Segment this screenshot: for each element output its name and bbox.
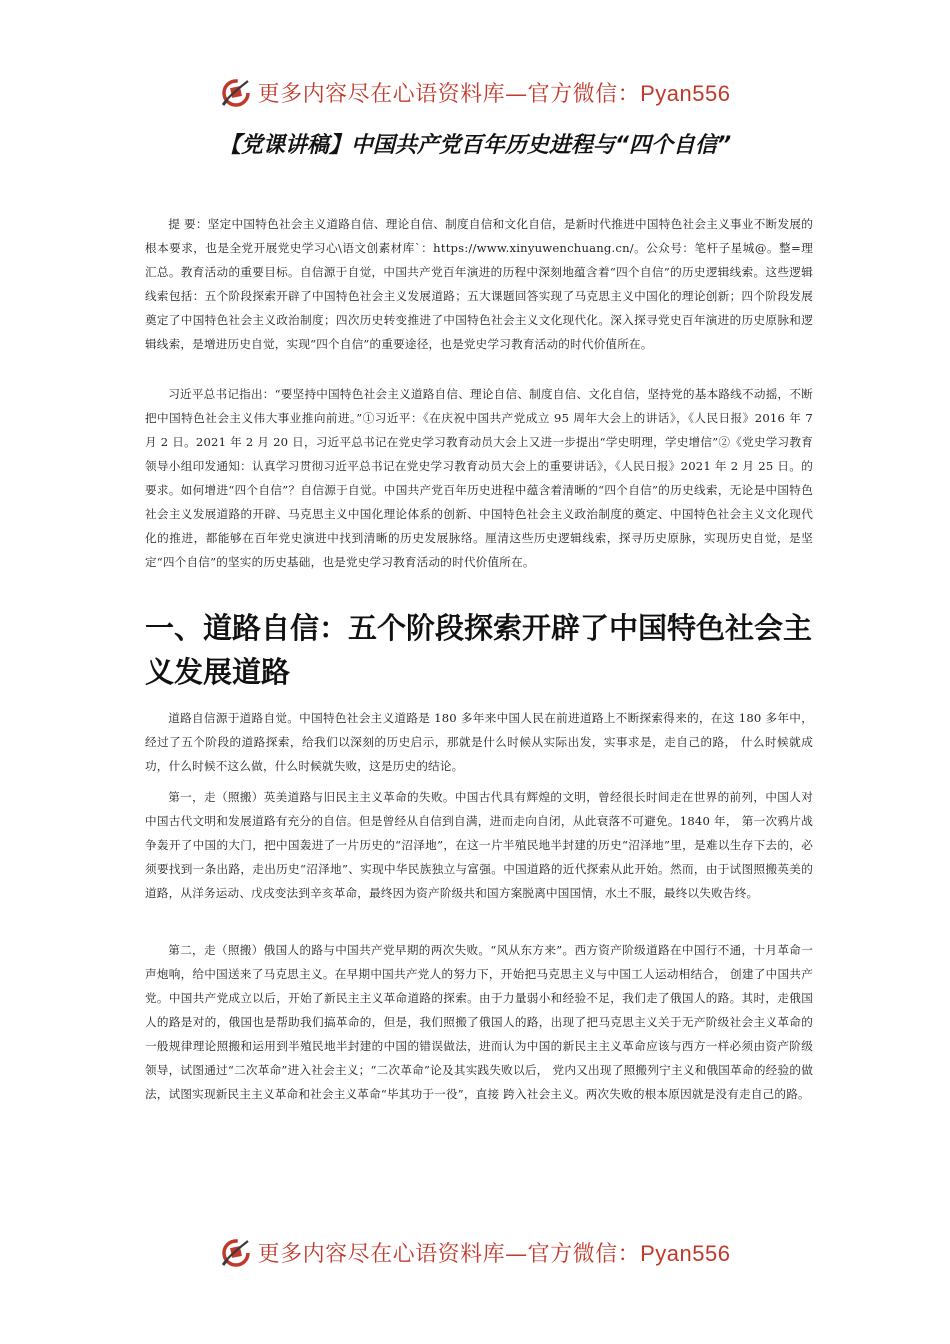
watermark-wechat-id: Pyan556 — [640, 80, 731, 106]
document-title: 【党课讲稿】中国共产党百年历史进程与“四个自信” — [218, 133, 732, 158]
intro-paragraph: 习近平总书记指出：“要坚持中国特色社会主义道路自信、理论自信、制度自信、文化自信，坚持党的基本路线不动摇，不断把中国特色社会主义伟大事业推向前进。”①习近平：《在庆祝中国共产党成立 95 周年大会上的讲话》，《人民日报》2016 年 7 月 2 日。2021 年 2 月 20 日，习近平总书记在党史学习教育动员大会上又进一步提出“学史明理，学史增信”②《党史学习教育领导小组印发通知：认真学习贯彻习近平总书记在党史学习教育动员大会上的重要讲话》，《人民日报》2021 年 2 月 25 日。的要求。如何增进“四个自信”？自信源于自觉。中国共产党百年历史进程中蕴含着清晰的“四个自信”的历史线索，无论是中国特色社会主义发展道路的开辟、马克思主义中国化理论体系的创新、中国特色社会主义政治制度的奠定、中国特色社会主义文化现代化的推进，都能够在百年党史演进中找到清晰的历史发展脉络。厘清这些历史逻辑线索，探寻历史原脉，实现历史自觉，是坚定“四个自信”的坚实的历史基础，也是党史学习教育活动的时代价值所在。 — [145, 387, 813, 569]
watermark-header — [0, 72, 950, 112]
section1-paragraph-2-block — [145, 785, 813, 905]
intro-block — [145, 382, 813, 574]
section1-paragraph-3-block — [145, 938, 813, 1106]
section1-paragraph-3: 第二，走（照搬）俄国人的路与中国共产党早期的两次失败。“风从东方来”。西方资产阶级道路在中国行不通，十月革命一声炮响，给中国送来了马克思主义。在早期中国共产党人的努力下，开始把马克思主义与中国工人运动相结合， 创建了中国共产党。中国共产党成立以后，开始了新民主主义革命道路的探索。由于力量弱小和经验不足，我们走了俄国人的路。其时，走俄国人的路是对的，俄国也是帮助我们搞革命的，但是，我们照搬了俄国人的路，出现了把马克思主义关于无产阶级社会主义革命的一般规律理论照搬和运用到半殖民地半封建的中国的错误做法，进而认为中国的新民主主义革命应该与西方一样必须由资产阶级领导，试图通过“二次革命”进入社会主义；“二次革命”论及其实践失败以后， 党内又出现了照搬列宁主义和俄国革命的经验的做法，试图实现新民主主义革命和社会主义革命“毕其功于一役”，直接 跨入社会主义。两次失败的根本原因就是没有走自己的路。 — [145, 943, 813, 1101]
watermark-text: 更多内容尽在心语资料库—官方微信： — [257, 81, 641, 107]
abstract-paragraph: 提 要：坚定中国特色社会主义道路自信、理论自信、制度自信和文化自信，是新时代推进中国特色社会主义事业不断发展的根本要求，也是全党开展党史学习心\语文创素材库`：https://www.xinyuwenchuang.cn/。公众号：笔杆子星城@。整=理汇总。教育活动的重要目标。自信源于自觉，中国共产党百年演进的历程中深刻地蕴含着“四个自信”的历史逻辑线索。这些逻辑线索包括：五个阶段探索开辟了中国特色社会主义发展道路；五大课题回答实现了马克思主义中国化的理论创新；四个阶段发展奠定了中国特色社会主义政治制度；四次历史转变推进了中国特色社会主义文化现代化。深入探寻党史百年演进的历史原脉和逻辑线索，是增进历史自觉，实现“四个自信”的重要途径，也是党史学习教育活动的时代价值所在。 — [145, 217, 813, 351]
section1-paragraph-1-block — [145, 706, 813, 778]
brush-seal-logo-icon — [220, 75, 254, 109]
brush-seal-logo-icon — [220, 1235, 254, 1269]
abstract-block — [145, 212, 813, 356]
section1-paragraph-1: 道路自信源于道路自觉。中国特色社会主义道路是 180 多年来中国人民在前进道路上不断探索得来的，在这 180 多年中，经过了五个阶段的道路探索，给我们以深刻的历史启示，那就是什么时候从实际出发，实事求是，走自己的路， 什么时候就成功，什么时候不这么做，什么时候就失败，这是历史的结论。 — [145, 711, 813, 773]
watermark-wechat-id: Pyan556 — [640, 1240, 731, 1266]
watermark-footer — [0, 1232, 950, 1272]
section1-paragraph-2: 第一，走（照搬）英美道路与旧民主主义革命的失败。中国古代具有辉煌的文明，曾经很长时间走在世界的前列，中国人对中国古代文明和发展道路有充分的自信。但是曾经从自信到自满，进而走向自闭，从此衰落不可避免。1840 年， 第一次鸦片战争轰开了中国的大门，把中国轰进了一片历史的“沼泽地”，在这一片半殖民地半封建的历史“沼泽地”里，是难以生存下去的，必须要找到一条出路，走出历史“沼泽地”、实现中华民族独立与富强。中国道路的近代探索从此开始。然而，由于试图照搬英美的道路，从洋务运动、戊戌变法到辛亥革命，最终因为资产阶级共和国方案脱离中国国情，水土不服，最终以失败告终。 — [145, 790, 813, 900]
section-heading-1: 一、道路自信：五个阶段探索开辟了中国特色社会主义发展道路 — [145, 611, 813, 689]
watermark-text: 更多内容尽在心语资料库—官方微信： — [257, 1241, 641, 1267]
